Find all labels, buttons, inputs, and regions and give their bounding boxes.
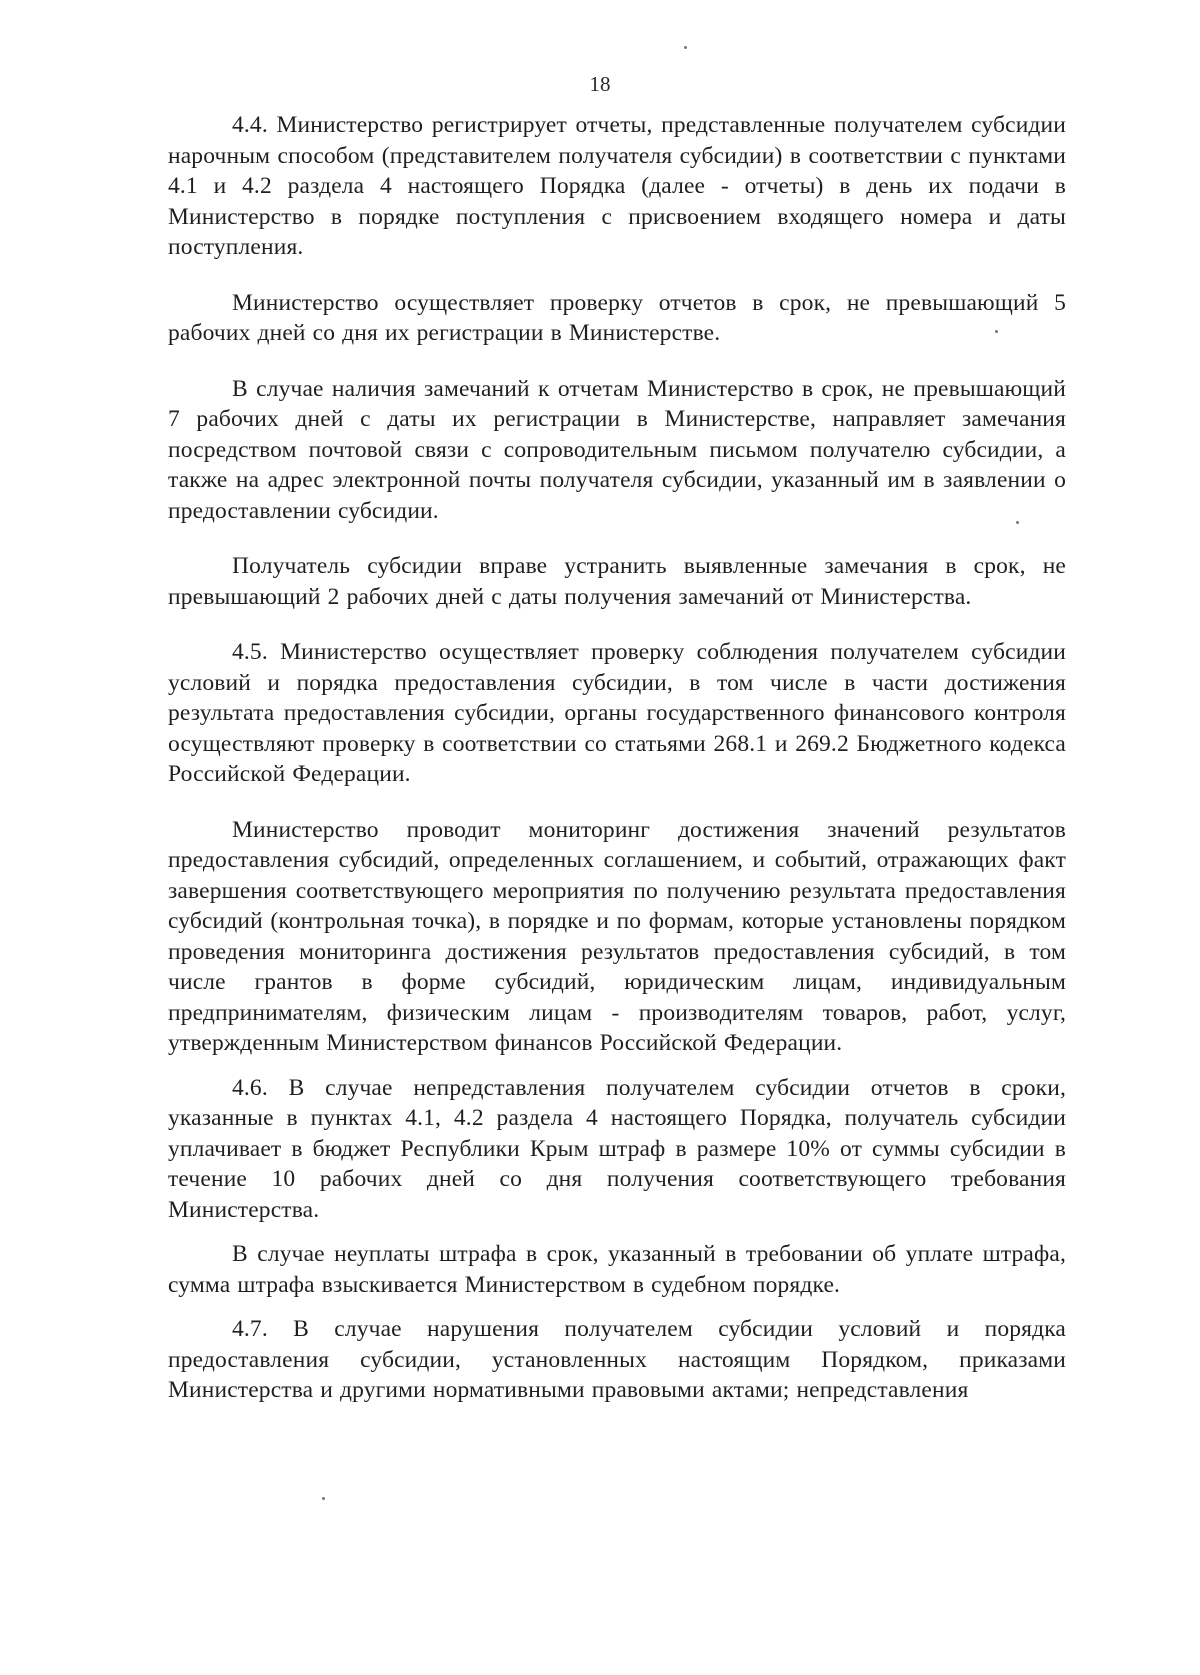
scan-speck [995, 330, 998, 333]
paragraph-4-4: 4.4. Министерство регистрирует отчеты, представленные получателем субсидии нарочным способом (представителем получателя субсидии) в соответствии с пунктами 4.1 и 4.2 раздела 4 настоящего Порядка (далее - отчеты) в день их подачи в Министерство в порядке поступления с присвоением входящего номера и даты поступления. [168, 112, 1066, 260]
paragraph-4-6: 4.6. В случае непредставления получателем субсидии отчетов в сроки, указанные в пунктах 4.1, 4.2 раздела 4 настоящего Порядка, получатель субсидии уплачивает в бюджет Республики Крым штраф в размере 10% от суммы субсидии в течение 10 рабочих дней со дня получения соответствующего требования Министерства. [168, 1074, 1066, 1223]
scan-speck [684, 46, 687, 49]
scan-speck [322, 1497, 325, 1500]
page-number: 18 [589, 72, 611, 96]
paragraph-4-7: 4.7. В случае нарушения получателем субсидии условий и порядка предоставления субсидии, установленных настоящим Порядком, приказами Министерства и другими нормативными правовыми актами; непредставления [168, 1316, 1066, 1403]
paragraph-report-check: Министерство осуществляет проверку отчетов в срок, не превышающий 5 рабочих дней со дня их регистрации в Министерстве. [168, 289, 1066, 346]
scan-speck [1016, 521, 1019, 524]
paragraph-remarks-fix: Получатель субсидии вправе устранить выявленные замечания в срок, не превышающий 2 рабочих дней с даты получения замечаний от Министерства. [168, 553, 1066, 610]
paragraph-monitoring: Министерство проводит мониторинг достижения значений результатов предоставления субсидий, определенных соглашением, и событий, отражающих факт завершения соответствующего мероприятия по получению результата предоставления субсидий (контрольная точка), в порядке и по формам, которые установлены порядком проведения мониторинга достижения результатов предоставления субсидий, в том числе грантов в форме субсидий, юридическим лицам, индивидуальным предпринимателям, физическим лицам - производителям товаров, работ, услуг, утвержденным Министерством финансов Российской Федерации. [168, 816, 1066, 1056]
paragraph-fine: В случае неуплаты штрафа в срок, указанный в требовании об уплате штрафа, сумма штрафа взыскивается Министерством в судебном порядке. [168, 1241, 1066, 1298]
paragraph-remarks: В случае наличия замечаний к отчетам Министерство в срок, не превышающий 7 рабочих дней с даты их регистрации в Министерстве, направляет замечания посредством почтовой связи с сопроводительным письмом получателю субсидии, а также на адрес электронной почты получателя субсидии, указанный им в заявлении о предоставлении субсидии. [168, 375, 1066, 524]
document-body [168, 110, 1066, 1420]
paragraph-4-5: 4.5. Министерство осуществляет проверку соблюдения получателем субсидии условий и порядка предоставления субсидии, в том числе в части достижения результата предоставления субсидии, органы государственного финансового контроля осуществляют проверку в соответствии со статьями 268.1 и 269.2 Бюджетного кодекса Российской Федерации. [168, 639, 1066, 787]
